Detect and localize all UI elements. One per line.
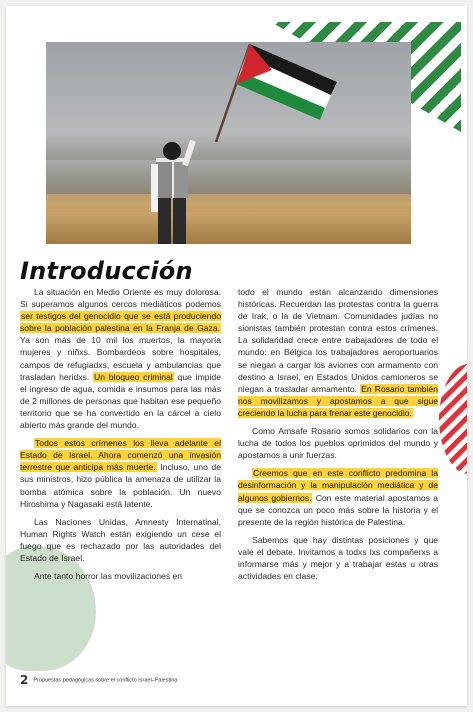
highlight-rosario: En Rosario también nos movilizamos y apostamos a que sigue creciendo la lucha para frenar este genocidio.: [238, 383, 438, 418]
left-paragraph-1: La situación en Medio Oriente es muy dolorosa. Si superamos algunos cercos mediáticos podemos ser testigos del genocidio que se está produciendo sobre la población palestina en la Franja de Gaza. Ya son más de 10 mil los muertos, la mayoría mujeres y niñxs. Bombardeos sobre hospitales, campos de refugiadxs, escuela y ambulancias que trasladan heridxs. Un bloqueo criminal que impide el ingreso de agua, comida e insumos para las más de 2 millones de personas que habitan ese pequeño territorio que se ha convertido en la cárcel a cielo abierto más grande del mundo.: [20, 287, 221, 431]
left-column: [20, 286, 221, 586]
right-column: [238, 286, 438, 586]
header-photo: [46, 42, 411, 244]
red-stripes-decoration: [439, 364, 467, 474]
right-paragraph-2: Como Amsafe Rosario somos solidarios con la lucha de todos los pueblos oprimidos del mundo y apostamos a unir fuerzas.: [238, 426, 438, 461]
hillside-ground: [46, 212, 411, 244]
palestinian-flag-icon: [212, 42, 342, 142]
left-paragraph-2: Todos estos crímenes los lleva adelante el Estado de Israel. Ahora comenzó una invasión terrestre que anticipa más muerte. Incluso, uno de sus ministros, hizo pública la amenaza de utilizar la bomba atómica sobre la población. Un nuevo Hiroshima y Nagasaki está latente.: [20, 438, 221, 509]
highlight-blockade: Un bloqueo criminal: [94, 371, 173, 382]
page-number: 2: [20, 673, 29, 687]
page: [6, 6, 467, 706]
highlight-israel-crimes: Todos estos crímenes los lleva adelante el Estado de Israel. Ahora comenzó una invasión terrestre que anticipa más muerte.: [20, 438, 221, 473]
right-paragraph-4: Sabemos que hay distintas posiciones y que vale el debate. Invitamos a todxs lxs compañerxs a informarse más y mejor y a trabajar estas u otras actividades en clase.: [238, 534, 438, 582]
page-title: Introducción: [20, 257, 193, 285]
highlight-disinformation: Creemos que en este conflicto predomina la desinformación y la manipulación mediática y de algunos gobiernos.: [238, 468, 438, 503]
city-skyline: [46, 160, 411, 194]
footer-text: Propuestas pedagógicas sobre el conflicto Israel–Palestina: [33, 677, 178, 684]
left-paragraph-3: Las Naciones Unidas, Amnesty Internatinal, Human Rights Watch están exigiendo un cese el fuego que es rechazado por las autoridades del Estado de Israel.: [20, 516, 221, 563]
right-paragraph-3: Creemos que en este conflicto predomina la desinformación y la manipulación mediática y de algunos gobiernos. Con este material apostamos a que se conozca un poco más sobre la historia y el presente de la región histórica de Palestina.: [238, 468, 439, 527]
highlight-genocide: ser testigos del genocidio que se está produciendo sobre la población palestina en la Franja de Gaza.: [20, 311, 221, 334]
right-paragraph-1: todo el mundo están alcanzando dimensiones históricas. Recuerdan las protestas contra la guerra de Irak, o la de Vietnam. Comunidades judías no sionistas también protestan contra estos crímenes. La solidaridad crece entre trabajadores de todo el mundo: en Bélgica los trabajadores aeroportuarios se niegan a cargar los aviones con armamento con destino a Israel, en Estados Unidos camioneros se niegan a trasladar armamento. En Rosario también nos movilizamos y apostamos a que sigue creciendo la lucha para frenar este genocidio.: [238, 287, 438, 418]
page-footer: [20, 673, 177, 687]
left-paragraph-4: Ante tanto horror las movilizaciones en: [34, 571, 183, 582]
person-holding-flag: [138, 140, 204, 244]
